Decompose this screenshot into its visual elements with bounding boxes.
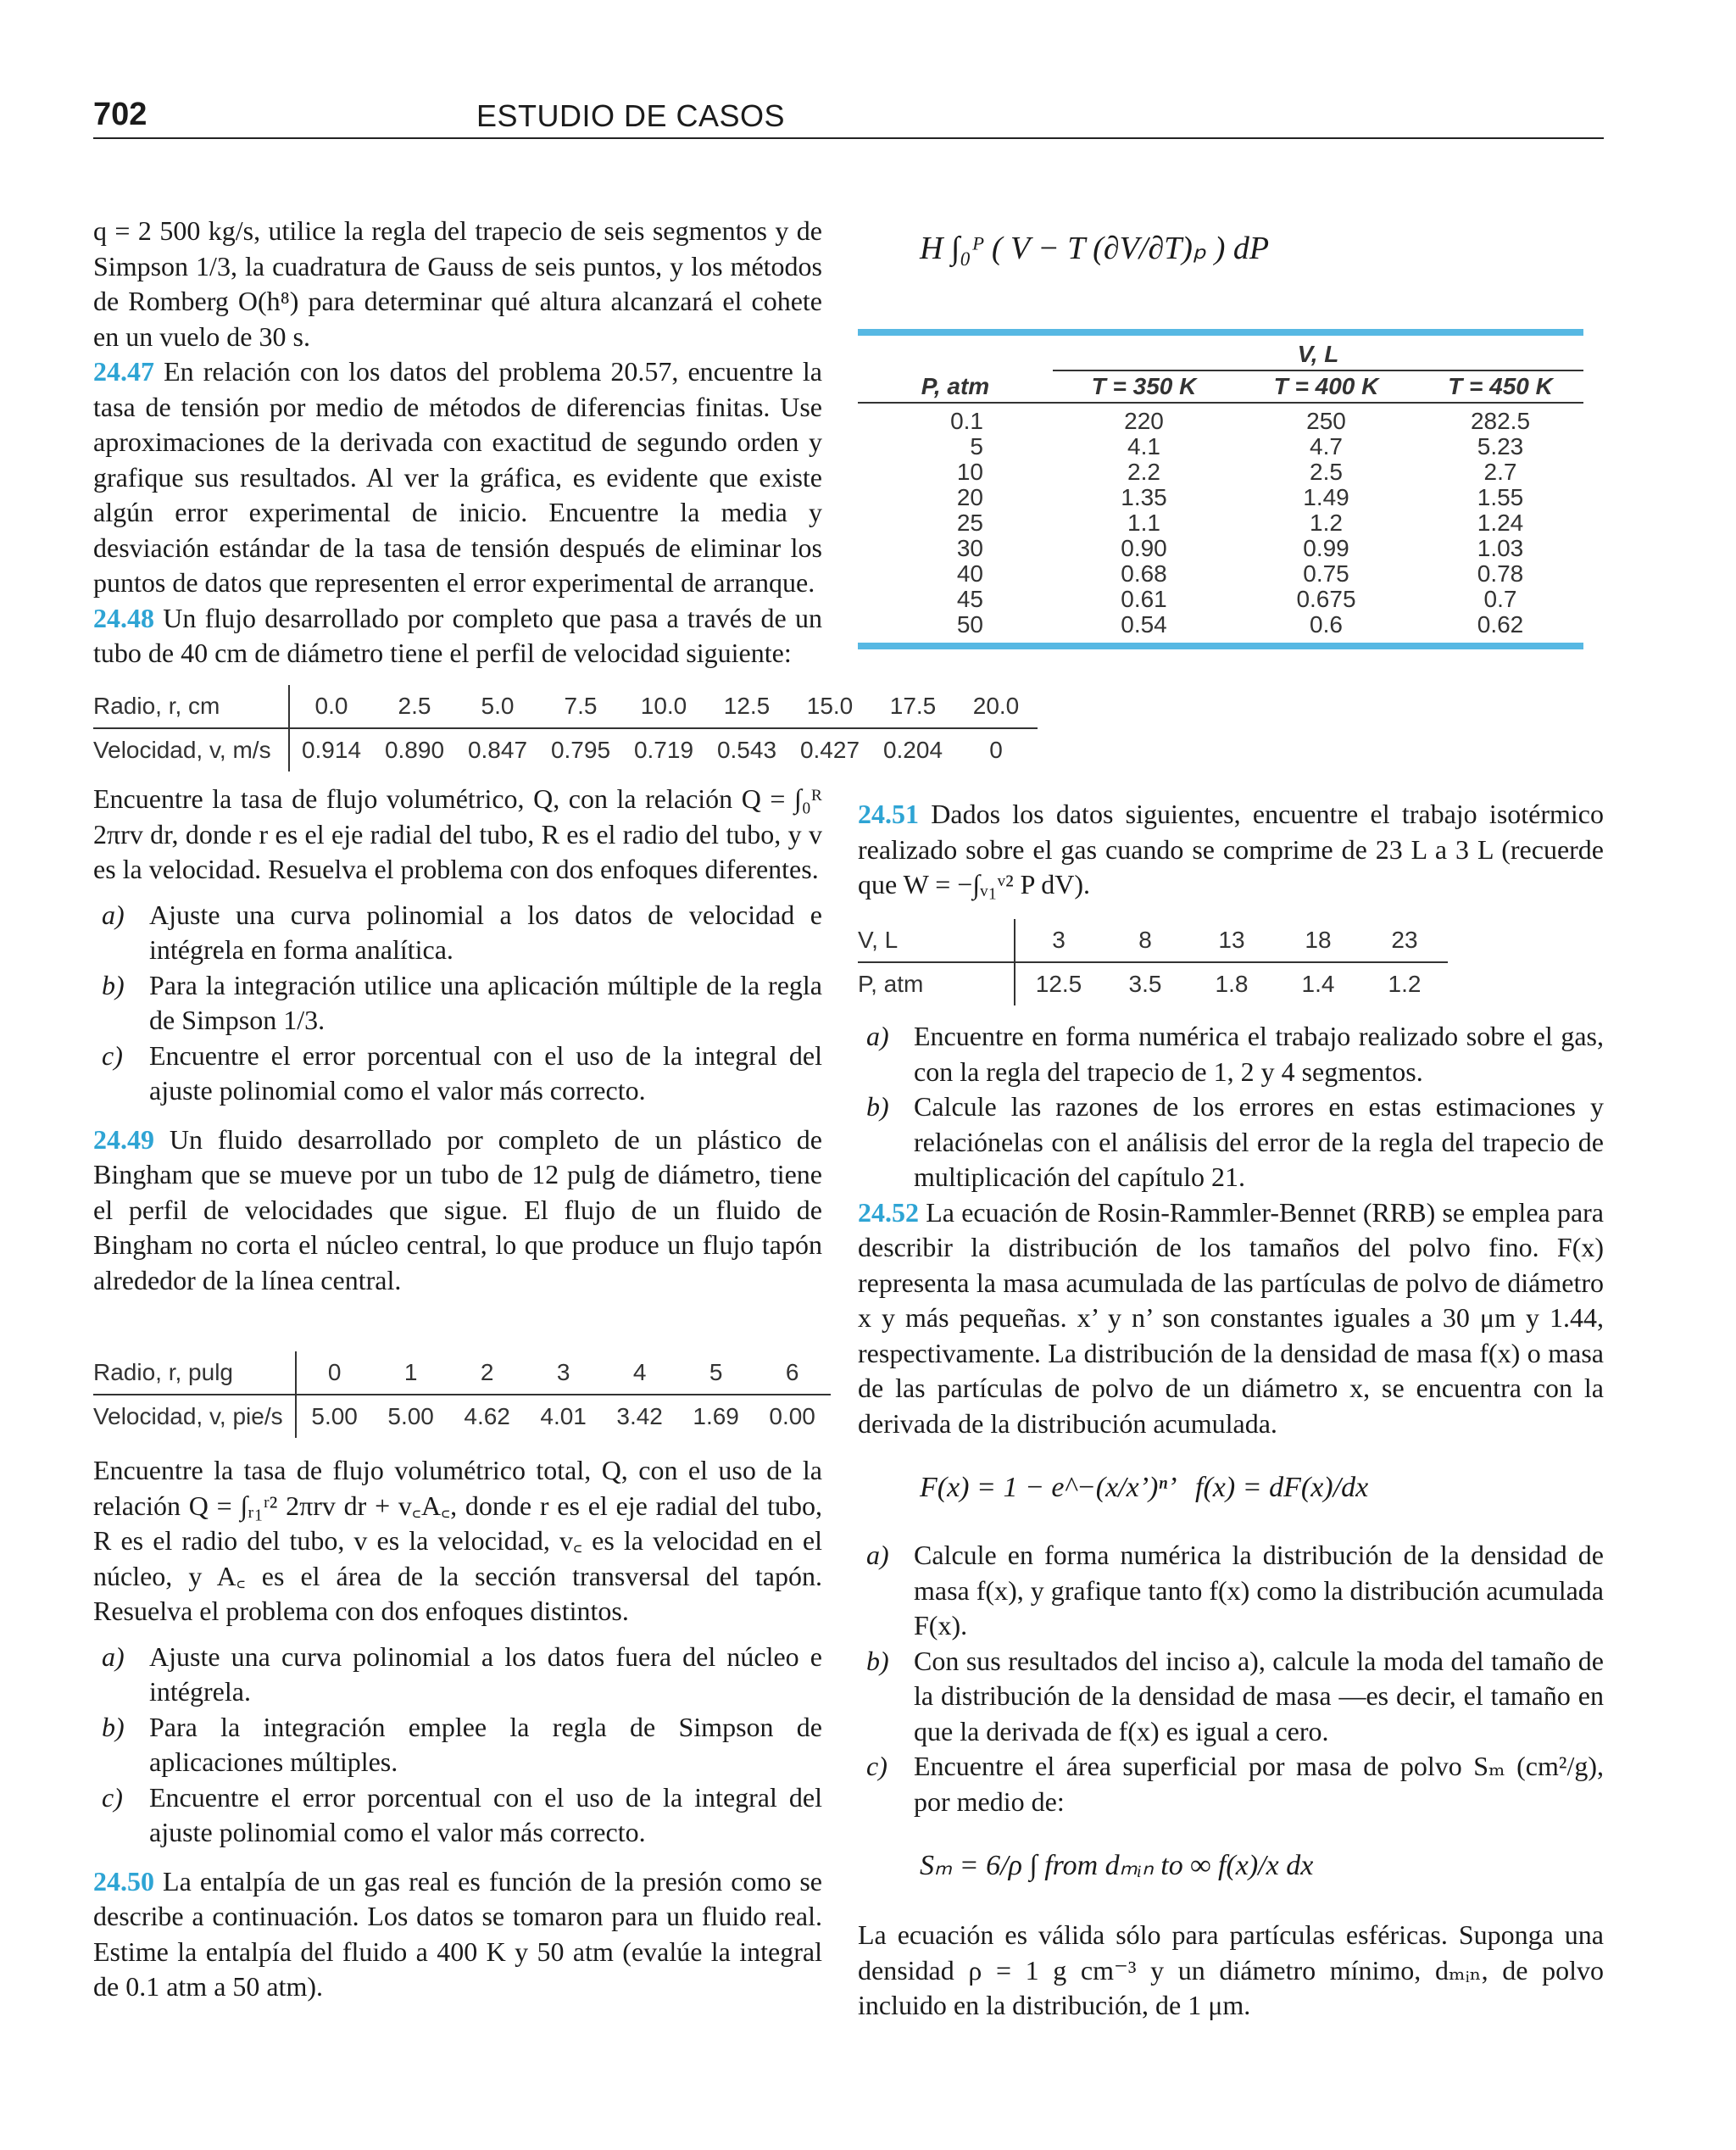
row-header: Radio, r, pulg: [93, 1351, 296, 1395]
problem-number: 24.52: [858, 1196, 919, 1228]
table-cell: 282.5: [1470, 408, 1531, 434]
problem-24-49: [93, 1122, 822, 1299]
table-cell: 4.01: [540, 1403, 587, 1429]
table-cell: 0.675: [1296, 586, 1356, 612]
table-cell: 2.2: [1127, 459, 1160, 485]
rrb-density-formula: f(x) = dF(x)/dx: [1195, 1472, 1369, 1503]
table-cell: 5.00: [387, 1403, 434, 1429]
enthalpy-data: [858, 336, 1583, 643]
enthalpy-formula: H ∫₀ᴾ ( V − T (∂V/∂T)ₚ ) dP: [920, 231, 1270, 266]
running-header: ESTUDIO DE CASOS: [476, 98, 786, 133]
column-header: T = 350 K: [1053, 370, 1235, 403]
item-label: c): [102, 1781, 123, 1813]
item-label: b): [102, 969, 125, 1000]
table-row: [93, 728, 1038, 771]
table-row: [93, 1395, 831, 1438]
table-cell: 0.61: [1121, 586, 1167, 612]
problem-24-51-items: [858, 1019, 1604, 1195]
problem-24-47: [93, 354, 822, 601]
table-cell: 2.5: [1310, 459, 1343, 485]
problem-number: 24.49: [93, 1123, 154, 1155]
table-cell: 5: [970, 433, 983, 460]
table-cell: 2: [449, 1351, 526, 1395]
list-item: [93, 1640, 822, 1710]
page-header: [93, 93, 1604, 139]
table-cell: 1.8: [1215, 971, 1249, 997]
table-cell: 1.35: [1121, 484, 1167, 510]
problem-24-52: [858, 1195, 1604, 1442]
table-cell: 25: [956, 510, 983, 536]
table-cell: 0.427: [799, 737, 860, 763]
table-cell: 23: [1361, 919, 1448, 962]
table-cell: 12.5: [705, 685, 788, 728]
table-cell: 12.5: [1035, 971, 1082, 997]
table-cell: 1.24: [1477, 510, 1524, 536]
row-header: Velocidad, v, pie/s: [93, 1395, 296, 1438]
item-label: b): [102, 1711, 125, 1742]
item-text: Calcule en forma numérica la distribución de la densidad de masa f(x), y grafique tanto f(x) como la distribución acumulada F(x).: [914, 1540, 1604, 1640]
table-cell: 1.55: [1477, 484, 1524, 510]
problem-24-49-items: [93, 1640, 822, 1851]
table-cell: 30: [956, 535, 983, 561]
intro-paragraph: q = 2 500 kg/s, utilice la regla del trapecio de seis segmentos y de Simpson 1/3, la cuadratura de Gauss de seis puntos, y los métodos de Romberg O(h⁸) para determinar qué altura alcanzará el cohete en un vuelo de 30 s.: [93, 215, 822, 352]
problem-number: 24.48: [93, 602, 154, 633]
list-item: [93, 898, 822, 968]
table-cell: 20: [956, 484, 983, 510]
enthalpy-table: [858, 329, 1583, 649]
table-cell: 3.42: [616, 1403, 663, 1429]
problem-24-52-end: La ecuación es válida sólo para partículas esféricas. Suponga una densidad ρ = 1 g cm⁻³ y un diámetro mínimo, dₘᵢₙ, de polvo incluido en la distribución, de 1 μm.: [858, 1919, 1604, 2020]
table-cell: 3: [526, 1351, 602, 1395]
table-cell: 0.54: [1121, 611, 1167, 638]
list-item: [858, 1089, 1604, 1195]
table-cell: 15.0: [788, 685, 871, 728]
item-label: c): [102, 1039, 123, 1071]
table-cell: 220: [1124, 408, 1164, 434]
table-cell: 0.204: [882, 737, 943, 763]
velocity-table-49: [93, 1351, 831, 1438]
item-text: Encuentre en forma numérica el trabajo realizado sobre el gas, con la regla del trapecio de 1, 2 y 4 segmentos.: [914, 1021, 1604, 1087]
problem-text: La ecuación de Rosin-Rammler-Bennet (RRB) se emplea para describir la distribución de los tamaños del polvo fino. F(x) representa la masa acumulada de las partículas de polvo de diámetro x y más pequeñas. x’ y n’ son constantes iguales a 30 μm y 1.44, respectivamente. La distribución de la densidad de masa f(x) o masa de las partículas de polvo de un diámetro x, se encuentra con la derivada de la distribución acumulada.: [858, 1196, 1605, 1439]
list-item: [93, 1039, 822, 1109]
item-text: Para la integración utilice una aplicación múltiple de la regla de Simpson 1/3.: [149, 969, 822, 1035]
item-label: a): [102, 899, 125, 930]
table-cell: 10.0: [622, 685, 705, 728]
left-column-bottom: [93, 1453, 822, 2005]
table-row: [858, 962, 1448, 1005]
item-text: Encuentre el área superficial por masa de polvo Sₘ (cm²/g), por medio de:: [914, 1751, 1604, 1817]
problem-24-48-body: Encuentre la tasa de flujo volumétrico, Q, con la relación Q = ∫₀ᴿ 2πrv dr, donde r es el eje radial del tubo, R es el radio del tubo, y v es la velocidad. Resuelva el problema con dos enfoques diferentes.: [93, 783, 822, 884]
table-cell: 0.99: [1303, 535, 1349, 561]
table-row: [858, 434, 1583, 460]
table-cell: 17.5: [871, 685, 954, 728]
item-text: Ajuste una curva polinomial a los datos de velocidad e intégrela en forma analítica.: [149, 899, 822, 965]
table-cell: 5.23: [1477, 433, 1524, 460]
problem-24-48-items: [93, 898, 822, 1109]
problem-text: Dados los datos siguientes, encuentre el trabajo isotérmico realizado sobre el gas cuando se comprime de 23 L a 3 L (recuerde que W = −∫ᵥ₁ᵛ² P dV).: [858, 799, 1605, 900]
right-column-bottom: [858, 1019, 1604, 1441]
table-cell: 1.69: [693, 1403, 739, 1429]
table-cell: 1.4: [1301, 971, 1335, 997]
table-cell: 0.7: [1483, 586, 1517, 612]
table-cell: 0.847: [467, 737, 528, 763]
left-column-middle: [93, 782, 822, 1298]
problem-24-50: [93, 1864, 822, 2005]
table-cell: 20.0: [954, 685, 1038, 728]
problem-number: 24.47: [93, 356, 154, 387]
problem-24-49-body: Encuentre la tasa de flujo volumétrico total, Q, con el uso de la relación Q = ∫ᵣ₁ʳ² 2πrv dr + v꜀A꜀, donde r es el eje radial del tubo, R es el radio del tubo, v es la velocidad, v꜀ es la velocidad en el núcleo, y A꜀ es el área de la sección transversal del tapón. Resuelva el problema con dos enfoques distintos.: [93, 1455, 822, 1626]
table-cell: 250: [1306, 408, 1346, 434]
list-item: [93, 968, 822, 1039]
table-cell: 3: [1015, 919, 1102, 962]
table-cell: 0.914: [301, 737, 362, 763]
row-header: V, L: [858, 919, 1015, 962]
table-row: [858, 919, 1448, 962]
row-header: Radio, r, cm: [93, 685, 289, 728]
table-cell: 2.5: [373, 685, 456, 728]
table-cell: 0.75: [1303, 560, 1349, 587]
table-cell: 4: [602, 1351, 678, 1395]
table-cell: 45: [956, 586, 983, 612]
list-item: [93, 1780, 822, 1851]
table-cell: 0.543: [716, 737, 777, 763]
problem-text: Un fluido desarrollado por completo de un plástico de Bingham que se mueve por un tubo de 12 pulg de diámetro, tiene el perfil de velocidades que sigue. El flujo de un fluido de Bingham no corta el núcleo central, lo que produce un flujo tapón alrededor de la línea central.: [93, 1123, 823, 1295]
item-label: c): [866, 1751, 887, 1781]
list-item: [93, 1710, 822, 1780]
table-row: [93, 1351, 831, 1395]
table-row: [858, 561, 1583, 587]
table-cell: 0.719: [633, 737, 694, 763]
left-column-top: [93, 214, 822, 671]
table-cell: 1: [373, 1351, 449, 1395]
problem-number: 24.50: [93, 1865, 154, 1897]
item-text: Para la integración emplee la regla de Simpson de aplicaciones múltiples.: [149, 1711, 822, 1777]
table-cell: 0.78: [1477, 560, 1524, 587]
problem-text: La entalpía de un gas real es función de la presión como se describe a continuación. Los datos se tomaron para un fluido real. Estime la entalpía del fluido a 400 K y 50 atm (evalúe la integral de 0.1 atm a 50 atm).: [93, 1865, 823, 2002]
table-row: [858, 403, 1583, 434]
table-row: [858, 612, 1583, 643]
table-cell: 0.90: [1121, 535, 1167, 561]
column-header: P, atm: [858, 336, 1053, 403]
table-row: [858, 587, 1583, 612]
item-text: Con sus resultados del inciso a), calcule la moda del tamaño de la distribución de la densidad de masa —es decir, el tamaño en que la derivada de f(x) es igual a cero.: [914, 1645, 1604, 1746]
table-cell: 0.00: [769, 1403, 815, 1429]
item-label: a): [866, 1021, 889, 1051]
item-label: b): [866, 1645, 889, 1676]
table-cell: 40: [956, 560, 983, 587]
table-cell: 1.2: [1310, 510, 1343, 536]
table-cell: 0.1: [950, 408, 983, 434]
row-header: P, atm: [858, 962, 1015, 1005]
list-item: [858, 1019, 1604, 1089]
table-cell: 4.1: [1127, 433, 1160, 460]
item-text: Calcule las razones de los errores en estas estimaciones y relaciónelas con el análisis del error de la regla del trapecio de multiplicación del capítulo 21.: [914, 1091, 1604, 1192]
page-number: 702: [93, 97, 147, 132]
table-cell: 5.0: [456, 685, 539, 728]
list-item: [858, 1749, 1604, 1819]
list-item: [858, 1644, 1604, 1750]
problem-24-52-items: [858, 1538, 1604, 1819]
table-cell: 6: [754, 1351, 831, 1395]
table-cell: 1.49: [1303, 484, 1349, 510]
right-column-middle: [858, 797, 1604, 903]
row-header: Velocidad, v, m/s: [93, 728, 289, 771]
table-cell: 3.5: [1128, 971, 1162, 997]
table-row: [93, 685, 1038, 728]
problem-text: En relación con los datos del problema 20.57, encuentre la tasa de tensión por medio de métodos de diferencias finitas. Use aproximaciones de la derivada con exactitud de segundo orden y grafique sus resultados. Al ver la gráfica, es evidente que existe algún error experimental de inicio. Encuentre la media y desviación estándar de la tasa de tensión después de eliminar los puntos de datos que representen el error experimental de arranque.: [93, 356, 823, 598]
column-header: T = 400 K: [1235, 370, 1417, 403]
item-text: Ajuste una curva polinomial a los datos fuera del núcleo e intégrela.: [149, 1640, 822, 1707]
table-cell: 0.62: [1477, 611, 1524, 638]
table-row: [858, 536, 1583, 561]
table-cell: 0.6: [1310, 611, 1343, 638]
table-cell: 0: [989, 737, 1003, 763]
table-cell: 7.5: [539, 685, 622, 728]
table-cell: 5: [678, 1351, 754, 1395]
table-cell: 0.68: [1121, 560, 1167, 587]
table-row: [858, 510, 1583, 536]
rrb-cumulative-formula: F(x) = 1 − e^−(x/x’)ⁿ’: [920, 1472, 1177, 1503]
problem-number: 24.51: [858, 799, 919, 829]
problem-24-48: [93, 601, 822, 671]
enthalpy-body: [858, 403, 1583, 643]
table-cell: 13: [1188, 919, 1275, 962]
table-row: [858, 485, 1583, 510]
item-label: a): [102, 1640, 125, 1672]
table-row: [858, 460, 1583, 485]
problem-24-51: [858, 797, 1604, 903]
table-cell: 4.7: [1310, 433, 1343, 460]
list-item: [858, 1538, 1604, 1644]
table-row: [858, 336, 1583, 370]
item-label: a): [866, 1540, 889, 1570]
table-cell: 4.62: [464, 1403, 510, 1429]
item-text: Encuentre el error porcentual con el uso de la integral del ajuste polinomial como el valor más correcto.: [149, 1781, 822, 1847]
table-cell: 0.890: [384, 737, 445, 763]
right-column-end: [858, 1918, 1604, 2024]
column-header: T = 450 K: [1417, 370, 1583, 403]
table-cell: 1.03: [1477, 535, 1524, 561]
right-column-items-52: [858, 1538, 1604, 1819]
surface-area-formula: Sₘ = 6/ρ ∫ from dₘᵢₙ to ∞ f(x)/x dx: [920, 1850, 1314, 1881]
work-table-51: [858, 919, 1448, 1005]
table-cell: 1.2: [1388, 971, 1422, 997]
table-cell: 50: [956, 611, 983, 638]
velocity-table-48: [93, 685, 1038, 771]
table-cell: 8: [1102, 919, 1188, 962]
item-label: b): [866, 1091, 889, 1122]
table-cell: 5.00: [311, 1403, 358, 1429]
table-cell: 0.0: [289, 685, 373, 728]
table-cell: 2.7: [1483, 459, 1517, 485]
table-cell: 0.795: [550, 737, 611, 763]
table-cell: 0: [296, 1351, 373, 1395]
table-cell: 1.1: [1127, 510, 1160, 536]
item-text: Encuentre el error porcentual con el uso de la integral del ajuste polinomial como el valor más correcto.: [149, 1039, 822, 1106]
table-cell: 10: [956, 459, 983, 485]
problem-text: Un flujo desarrollado por completo que pasa a través de un tubo de 40 cm de diámetro tiene el perfil de velocidad siguiente:: [93, 602, 823, 668]
group-header: V, L: [1053, 336, 1583, 370]
table-cell: 18: [1275, 919, 1361, 962]
